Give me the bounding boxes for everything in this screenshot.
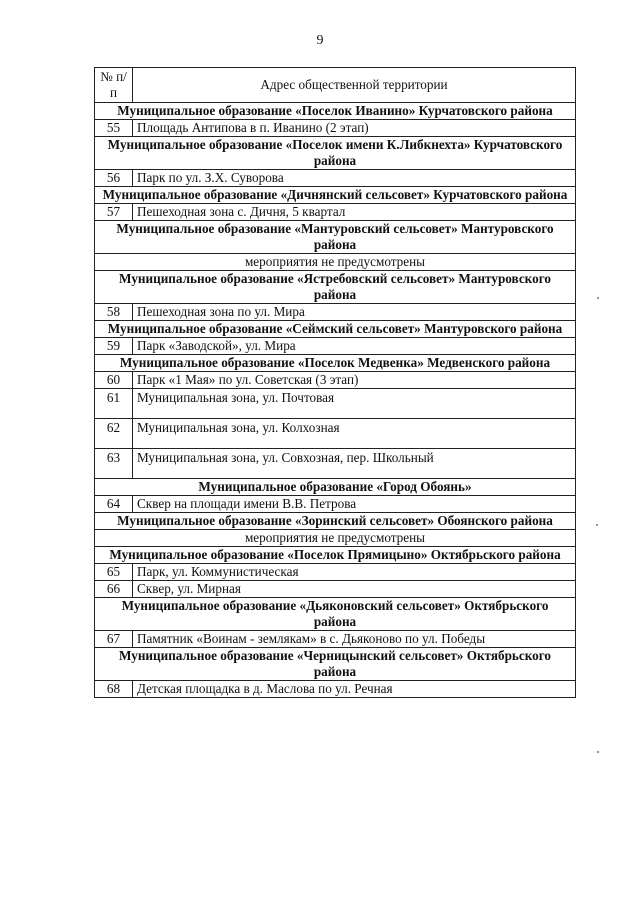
row-number: 67 <box>95 631 133 648</box>
municipality-heading: Муниципальное образование «Поселок имени К.Либкнехта» Курчатовского района <box>95 137 576 170</box>
table-body <box>95 103 576 698</box>
row-number: 66 <box>95 581 133 598</box>
municipality-row <box>95 271 576 304</box>
municipality-heading: Муниципальное образование «Черницынский сельсовет» Октябрьского района <box>95 648 576 681</box>
table-row <box>95 204 576 221</box>
table-row <box>95 120 576 137</box>
municipality-row <box>95 137 576 170</box>
municipality-row <box>95 648 576 681</box>
row-number: 59 <box>95 338 133 355</box>
territory-address: Муниципальная зона, ул. Колхозная <box>133 419 576 449</box>
municipality-row <box>95 187 576 204</box>
municipality-row <box>95 479 576 496</box>
territory-address: Парк по ул. З.Х. Суворова <box>133 170 576 187</box>
row-number: 68 <box>95 681 133 698</box>
territory-address: Детская площадка в д. Маслова по ул. Речная <box>133 681 576 698</box>
municipality-row <box>95 513 576 530</box>
row-number: 56 <box>95 170 133 187</box>
municipality-heading: Муниципальное образование «Сеймский сельсовет» Мантуровского района <box>95 321 576 338</box>
table-row <box>95 449 576 479</box>
municipality-row <box>95 103 576 120</box>
scan-speck <box>596 524 598 526</box>
municipality-row <box>95 355 576 372</box>
territory-table <box>94 67 576 698</box>
municipality-heading: Муниципальное образование «Поселок Прямицыно» Октябрьского района <box>95 547 576 564</box>
row-number: 55 <box>95 120 133 137</box>
note-row <box>95 254 576 271</box>
row-number: 61 <box>95 389 133 419</box>
scan-speck <box>597 297 599 299</box>
page-number: 9 <box>316 33 324 48</box>
municipality-heading: Муниципальное образование «Поселок Медвенка» Медвенского района <box>95 355 576 372</box>
row-number: 57 <box>95 204 133 221</box>
municipality-heading: Муниципальное образование «Зоринский сельсовет» Обоянского района <box>95 513 576 530</box>
territory-address: Парк «Заводской», ул. Мира <box>133 338 576 355</box>
territory-address: Муниципальная зона, ул. Совхозная, пер. Школьный <box>133 449 576 479</box>
municipality-row <box>95 547 576 564</box>
row-number: 60 <box>95 372 133 389</box>
municipality-heading: Муниципальное образование «Мантуровский сельсовет» Мантуровского района <box>95 221 576 254</box>
table-header-row <box>95 68 576 103</box>
territory-address: Памятник «Воинам - землякам» в с. Дьяконово по ул. Победы <box>133 631 576 648</box>
municipality-heading: Муниципальное образование «Поселок Иванино» Курчатовского района <box>95 103 576 120</box>
no-events-note: мероприятия не предусмотрены <box>95 254 576 271</box>
scan-speck <box>597 751 599 753</box>
no-events-note: мероприятия не предусмотрены <box>95 530 576 547</box>
row-number: 62 <box>95 419 133 449</box>
territory-address: Муниципальная зона, ул. Почтовая <box>133 389 576 419</box>
territory-address: Площадь Антипова в п. Иванино (2 этап) <box>133 120 576 137</box>
row-number: 58 <box>95 304 133 321</box>
municipality-row <box>95 321 576 338</box>
table-row <box>95 372 576 389</box>
table-row <box>95 681 576 698</box>
municipality-heading: Муниципальное образование «Город Обоянь» <box>95 479 576 496</box>
municipality-heading: Муниципальное образование «Дьяконовский сельсовет» Октябрьского района <box>95 598 576 631</box>
territory-address: Пешеходная зона с. Дичня, 5 квартал <box>133 204 576 221</box>
territory-address: Сквер на площади имени В.В. Петрова <box>133 496 576 513</box>
row-number: 65 <box>95 564 133 581</box>
table-row <box>95 170 576 187</box>
table-row <box>95 564 576 581</box>
territory-address: Пешеходная зона по ул. Мира <box>133 304 576 321</box>
municipality-heading: Муниципальное образование «Ястребовский сельсовет» Мантуровского района <box>95 271 576 304</box>
territory-address: Сквер, ул. Мирная <box>133 581 576 598</box>
address-column-header: Адрес общественной территории <box>133 68 576 103</box>
municipality-row <box>95 598 576 631</box>
table-row <box>95 631 576 648</box>
municipality-heading: Муниципальное образование «Дичнянский сельсовет» Курчатовского района <box>95 187 576 204</box>
note-row <box>95 530 576 547</box>
table-row <box>95 419 576 449</box>
table-row <box>95 581 576 598</box>
row-number: 63 <box>95 449 133 479</box>
territory-address: Парк «1 Мая» по ул. Советская (3 этап) <box>133 372 576 389</box>
table-row <box>95 304 576 321</box>
table-row <box>95 496 576 513</box>
number-column-header: № п/п <box>95 68 133 103</box>
table-row <box>95 389 576 419</box>
row-number: 64 <box>95 496 133 513</box>
table-row <box>95 338 576 355</box>
municipality-row <box>95 221 576 254</box>
territory-address: Парк, ул. Коммунистическая <box>133 564 576 581</box>
